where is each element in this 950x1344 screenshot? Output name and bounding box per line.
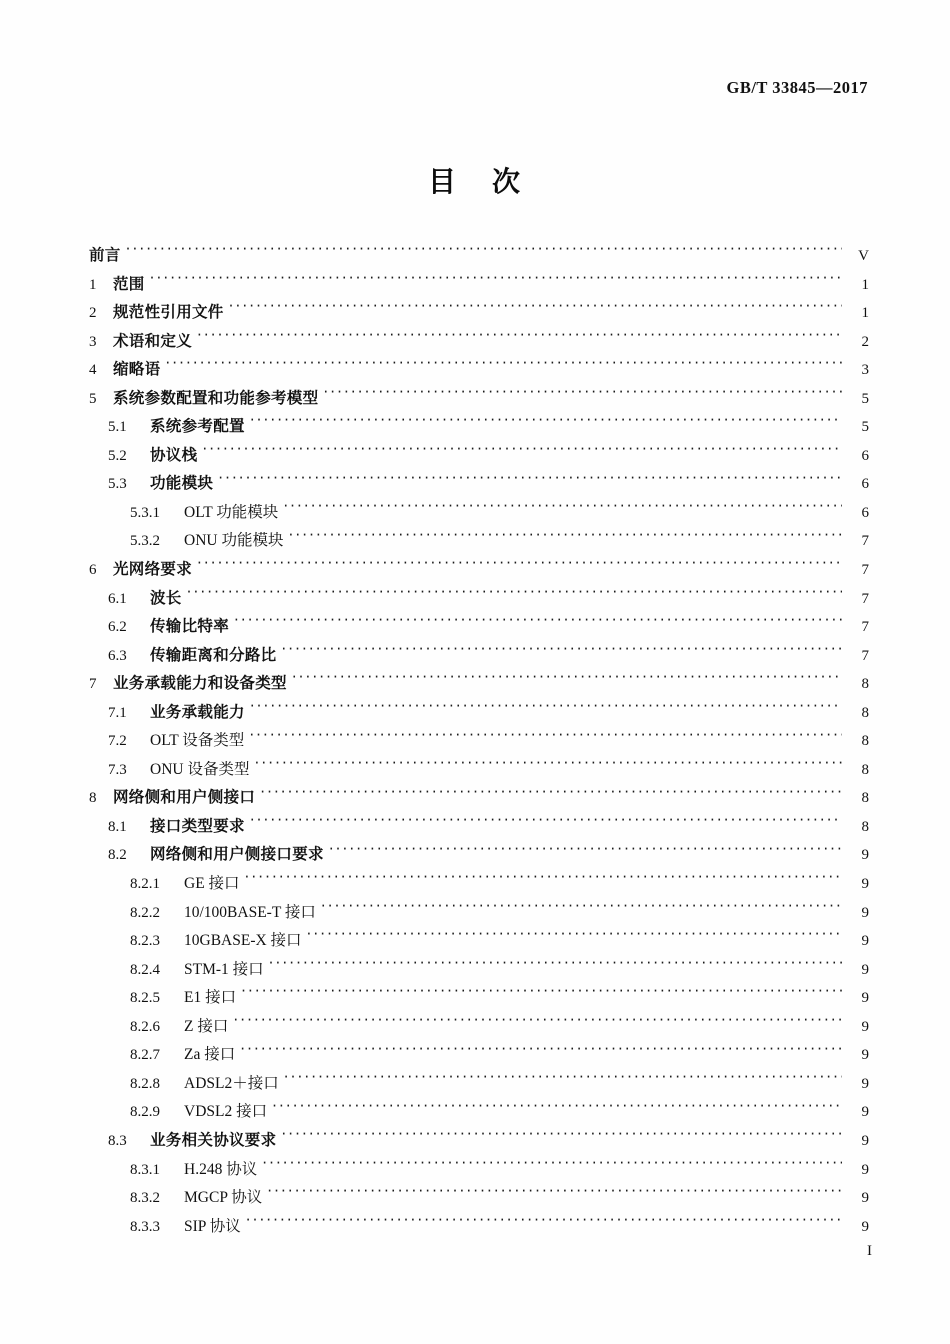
toc-entry[interactable] — [89, 414, 869, 443]
toc-entry-page-number: 7 — [861, 562, 869, 579]
toc-entry[interactable] — [89, 728, 869, 757]
toc-entry-page-number: 9 — [861, 990, 869, 1007]
toc-entry-label: 范围 — [113, 274, 145, 293]
toc-entry-number: 2 — [89, 305, 97, 322]
toc-entry-page-number: 8 — [861, 704, 869, 721]
toc-entry-page-number: 9 — [861, 1161, 869, 1178]
dot-leader — [246, 1216, 842, 1231]
toc-entry-page-number: 1 — [861, 276, 869, 293]
toc-entry-page-number: 7 — [861, 647, 869, 664]
toc-entry-number: 5.3 — [108, 476, 127, 493]
toc-entry-page-number: 9 — [861, 847, 869, 864]
toc-entry-page-number: 5 — [861, 390, 869, 407]
dot-leader — [288, 530, 842, 545]
toc-entry-label: 术语和定义 — [113, 331, 193, 350]
toc-entry[interactable] — [89, 586, 869, 615]
dot-leader — [269, 959, 842, 974]
dot-leader — [321, 902, 842, 917]
page-title-char-2: 次 — [492, 165, 523, 198]
dot-leader — [234, 616, 842, 631]
toc-entry-number: 6.2 — [108, 619, 127, 636]
toc-entry-number: 5.2 — [108, 447, 127, 464]
toc-entry-label: MGCP 协议 — [184, 1189, 263, 1207]
dot-leader — [283, 502, 842, 517]
dot-leader — [233, 1016, 842, 1031]
dot-leader — [260, 787, 842, 802]
toc-entry-page-number: 9 — [861, 1047, 869, 1064]
toc-entry[interactable] — [89, 329, 869, 358]
toc-entry-number: 8.2.2 — [130, 904, 160, 921]
toc-entry-number: 6.1 — [108, 590, 127, 607]
toc-entry[interactable] — [89, 1214, 869, 1243]
toc-entry-label: VDSL2 接口 — [184, 1103, 268, 1121]
toc-entry-label: ONU 功能模块 — [184, 532, 284, 550]
toc-entry-number: 7 — [89, 676, 97, 693]
dot-leader — [254, 759, 842, 774]
toc-entry-label: H.248 协议 — [184, 1160, 258, 1178]
toc-entry-number: 8.2.3 — [130, 933, 160, 950]
toc-entry[interactable] — [89, 785, 869, 814]
toc-entry-label: 业务相关协议要求 — [150, 1130, 277, 1149]
toc-entry-page-number: 3 — [861, 362, 869, 379]
toc-entry-page-number: 9 — [861, 1018, 869, 1035]
dot-leader — [250, 816, 842, 831]
toc-entry-number: 7.3 — [108, 761, 127, 778]
dot-leader — [197, 559, 842, 574]
dot-leader — [292, 673, 842, 688]
dot-leader — [187, 588, 842, 603]
toc-entry-page-number: 7 — [861, 590, 869, 607]
toc-entry-label: GE 接口 — [184, 875, 240, 893]
table-of-contents — [89, 243, 869, 1242]
toc-entry-label: E1 接口 — [184, 989, 237, 1007]
toc-entry[interactable] — [89, 842, 869, 871]
toc-entry-number: 7.2 — [108, 733, 127, 750]
toc-entry[interactable] — [89, 985, 869, 1014]
dot-leader — [267, 1187, 842, 1202]
toc-entry-page-number: 7 — [861, 619, 869, 636]
dot-leader — [250, 416, 842, 431]
dot-leader — [307, 930, 842, 945]
toc-entry[interactable] — [89, 357, 869, 386]
dot-leader — [284, 1073, 842, 1088]
toc-entry-page-number: 8 — [861, 676, 869, 693]
toc-entry[interactable] — [89, 386, 869, 415]
toc-entry-label: 业务承载能力和设备类型 — [113, 674, 287, 693]
toc-entry-number: 8.2.5 — [130, 990, 160, 1007]
toc-entry-number: 3 — [89, 333, 97, 350]
toc-entry-page-number: 6 — [861, 476, 869, 493]
page-title — [0, 160, 950, 200]
toc-entry-page-number: 9 — [861, 876, 869, 893]
toc-entry-number: 8.2.9 — [130, 1104, 160, 1121]
toc-entry-label: 传输距离和分路比 — [150, 645, 277, 664]
toc-entry[interactable] — [89, 643, 869, 672]
toc-entry-number: 7.1 — [108, 704, 127, 721]
toc-entry-label: 波长 — [150, 588, 182, 607]
toc-entry-label: Za 接口 — [184, 1046, 236, 1064]
toc-entry-label: 接口类型要求 — [150, 816, 245, 835]
dot-leader — [249, 730, 842, 745]
dot-leader — [329, 844, 842, 859]
toc-entry-label: 协议栈 — [150, 445, 198, 464]
toc-entry-number: 8.3.2 — [130, 1190, 160, 1207]
toc-entry-page-number: 9 — [861, 961, 869, 978]
toc-entry-number: 8.3.3 — [130, 1218, 160, 1235]
toc-entry-number: 6 — [89, 562, 97, 579]
toc-entry-number: 8.2.6 — [130, 1018, 160, 1035]
dot-leader — [229, 302, 842, 317]
toc-entry-page-number: 8 — [861, 818, 869, 835]
standard-number-header: GB/T 33845—2017 — [726, 78, 868, 97]
toc-entry-label: SIP 协议 — [184, 1217, 241, 1235]
toc-entry-number: 5.1 — [108, 419, 127, 436]
toc-entry-page-number: 9 — [861, 904, 869, 921]
dot-leader — [197, 331, 842, 346]
toc-entry[interactable] — [89, 500, 869, 529]
toc-entry-label: STM-1 接口 — [184, 960, 264, 978]
toc-entry-page-number: 6 — [861, 447, 869, 464]
page-folio: I — [867, 1243, 872, 1259]
toc-entry-number: 8.2.8 — [130, 1075, 160, 1092]
toc-entry-page-number: 9 — [861, 1132, 869, 1149]
toc-entry-page-number: 9 — [861, 1190, 869, 1207]
dot-leader — [281, 1130, 842, 1145]
toc-entry[interactable] — [89, 243, 869, 272]
page-title-char-1: 目 — [427, 165, 458, 198]
toc-entry-page-number: 2 — [861, 333, 869, 350]
toc-entry[interactable] — [89, 928, 869, 957]
toc-entry[interactable] — [89, 757, 869, 786]
toc-entry-number: 8.1 — [108, 818, 127, 835]
dot-leader — [272, 1101, 842, 1116]
toc-entry[interactable] — [89, 671, 869, 700]
toc-entry-number: 8.2.4 — [130, 961, 160, 978]
toc-entry[interactable] — [89, 957, 869, 986]
toc-entry-label: 传输比特率 — [150, 617, 230, 636]
toc-entry-page-number: 6 — [861, 504, 869, 521]
dot-leader — [245, 873, 842, 888]
toc-entry-label: ONU 设备类型 — [150, 760, 250, 778]
dot-leader — [281, 645, 842, 660]
toc-entry-number: 5.3.2 — [130, 533, 160, 550]
toc-entry[interactable] — [89, 700, 869, 729]
toc-entry-label: 前言 — [89, 246, 121, 264]
toc-entry-page-number: 9 — [861, 1075, 869, 1092]
toc-entry-number: 6.3 — [108, 647, 127, 664]
toc-entry-page-number: 8 — [861, 761, 869, 778]
toc-entry-number: 1 — [89, 276, 97, 293]
toc-entry-label: OLT 功能模块 — [184, 503, 279, 521]
dot-leader — [202, 445, 842, 460]
toc-entry-label: 规范性引用文件 — [113, 303, 224, 322]
toc-entry-page-number: 9 — [861, 1104, 869, 1121]
toc-entry-label: 网络侧和用户侧接口要求 — [150, 845, 324, 864]
toc-entry[interactable] — [89, 471, 869, 500]
toc-entry-page-number: 7 — [861, 533, 869, 550]
toc-entry-label: 功能模块 — [150, 474, 214, 493]
toc-entry-label: Z 接口 — [184, 1017, 229, 1035]
toc-entry-number: 5.3.1 — [130, 504, 160, 521]
toc-entry[interactable] — [89, 443, 869, 472]
dot-leader — [262, 1159, 842, 1174]
toc-entry[interactable] — [89, 1128, 869, 1157]
toc-entry-number: 8.2.7 — [130, 1047, 160, 1064]
toc-entry[interactable] — [89, 557, 869, 586]
toc-entry[interactable] — [89, 1071, 869, 1100]
toc-entry[interactable] — [89, 814, 869, 843]
dot-leader — [150, 274, 842, 289]
toc-entry-page-number: 9 — [861, 1218, 869, 1235]
toc-entry[interactable] — [89, 300, 869, 329]
toc-entry[interactable] — [89, 528, 869, 557]
toc-entry-number: 4 — [89, 362, 97, 379]
toc-entry[interactable] — [89, 1014, 869, 1043]
toc-entry-number: 5 — [89, 390, 97, 407]
toc-entry-label: 系统参数配置和功能参考模型 — [113, 388, 319, 407]
dot-leader — [126, 245, 842, 260]
dot-leader — [165, 359, 842, 374]
toc-entry-page-number: 8 — [861, 733, 869, 750]
toc-entry-page-number: 9 — [861, 933, 869, 950]
toc-entry[interactable] — [89, 614, 869, 643]
toc-entry[interactable] — [89, 1042, 869, 1071]
toc-entry-label: 网络侧和用户侧接口 — [113, 788, 256, 807]
toc-entry-page-number: 5 — [861, 419, 869, 436]
toc-entry-number: 8.2.1 — [130, 876, 160, 893]
toc-entry-label: 业务承载能力 — [150, 702, 245, 721]
toc-entry-number: 8 — [89, 790, 97, 807]
toc-entry-label: OLT 设备类型 — [150, 732, 245, 750]
toc-entry[interactable] — [89, 900, 869, 929]
toc-entry-label: ADSL2＋接口 — [184, 1074, 279, 1092]
toc-entry-label: 光网络要求 — [113, 560, 193, 579]
toc-entry-page-number: 8 — [861, 790, 869, 807]
toc-entry-label: 10/100BASE-T 接口 — [184, 903, 316, 921]
toc-entry[interactable] — [89, 1185, 869, 1214]
toc-entry-number: 8.2 — [108, 847, 127, 864]
toc-entry-number: 8.3 — [108, 1132, 127, 1149]
dot-leader — [218, 473, 842, 488]
toc-entry-label: 缩略语 — [113, 360, 161, 379]
toc-entry[interactable] — [89, 1157, 869, 1186]
dot-leader — [241, 987, 842, 1002]
toc-entry-label: 10GBASE-X 接口 — [184, 932, 302, 950]
dot-leader — [240, 1044, 842, 1059]
dot-leader — [323, 388, 842, 403]
toc-entry-page-number: 1 — [861, 305, 869, 322]
toc-entry-page-number: V — [858, 248, 869, 264]
toc-entry-number: 8.3.1 — [130, 1161, 160, 1178]
toc-entry-label: 系统参考配置 — [150, 417, 245, 436]
dot-leader — [250, 702, 842, 717]
toc-entry[interactable] — [89, 272, 869, 301]
toc-entry[interactable] — [89, 871, 869, 900]
toc-entry[interactable] — [89, 1099, 869, 1128]
